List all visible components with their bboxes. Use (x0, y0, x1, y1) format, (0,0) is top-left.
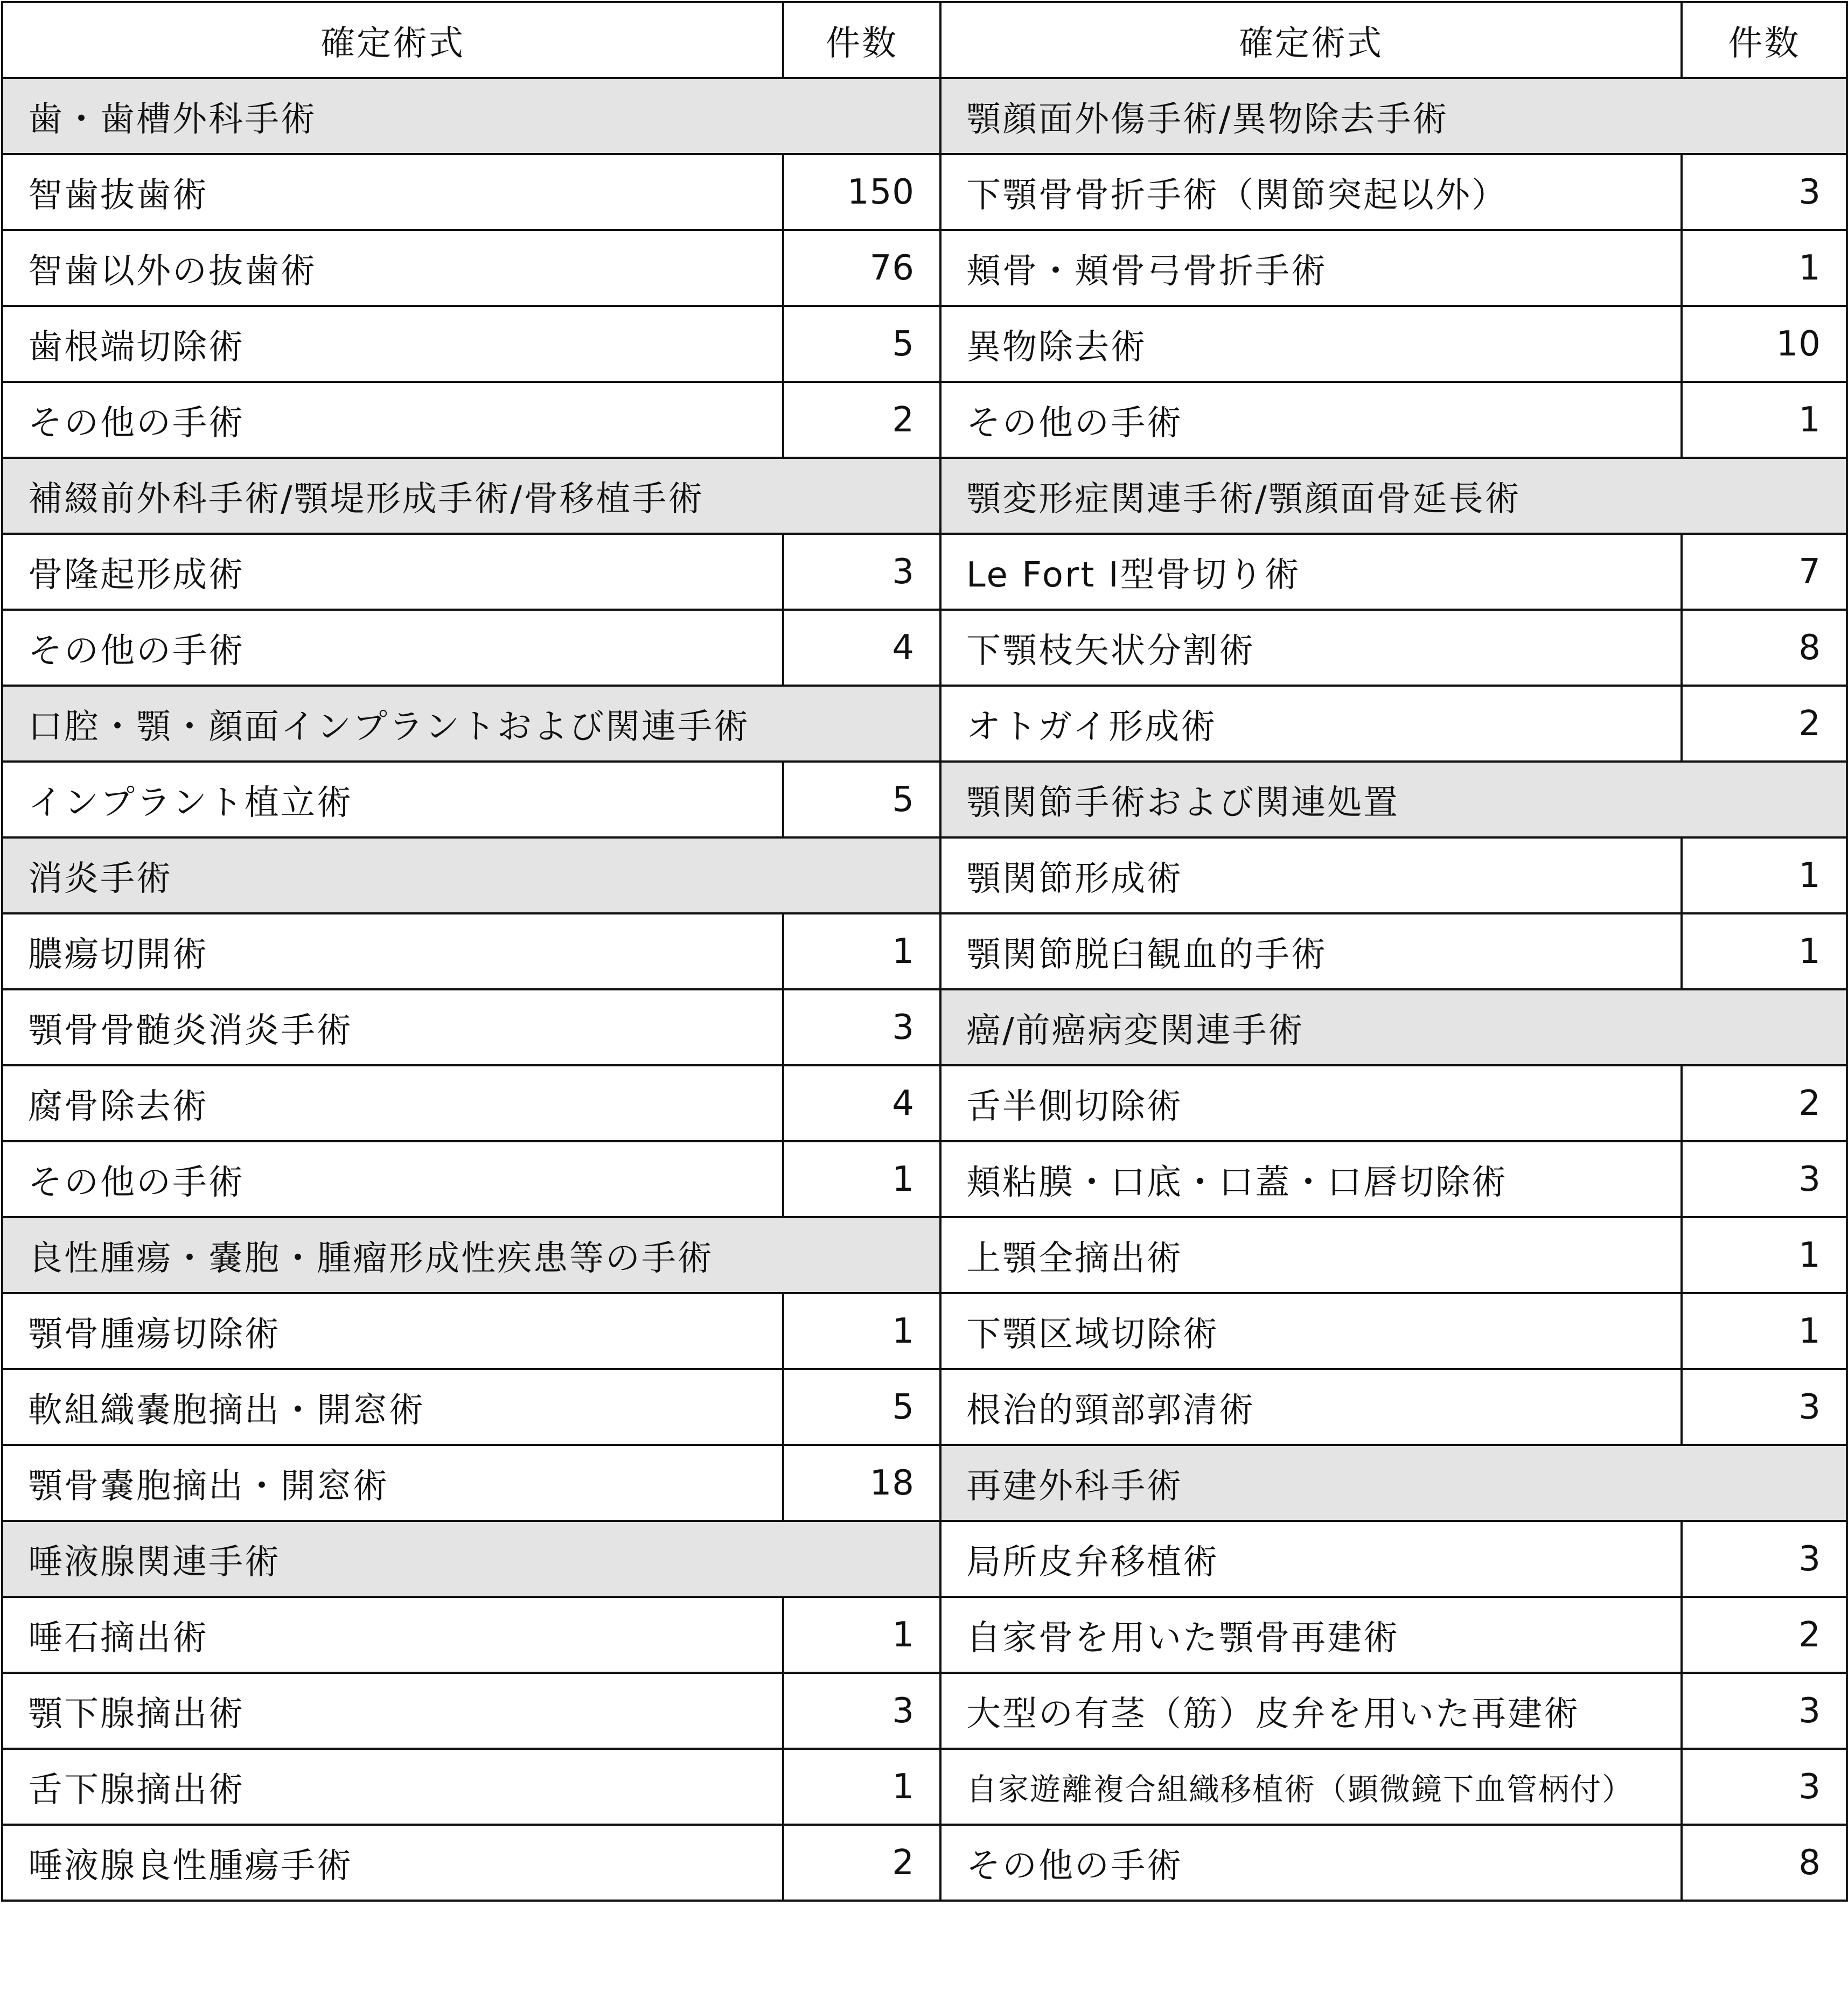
table-row (2, 1673, 940, 1749)
table-row (940, 837, 1847, 913)
table-row (2, 1369, 940, 1445)
procedure-count: 4 (783, 610, 940, 686)
procedure-name: 唾液腺良性腫瘍手術 (2, 1825, 783, 1901)
table-row (940, 913, 1847, 989)
procedure-count: 3 (1682, 1369, 1847, 1445)
category-label: 良性腫瘍・嚢胞・腫瘤形成性疾患等の手術 (2, 1217, 940, 1293)
procedure-count: 1 (1682, 837, 1847, 913)
category-row (940, 458, 1847, 534)
table-row (940, 534, 1847, 610)
category-label: 顎関節手術および関連処置 (940, 762, 1847, 837)
category-label: 顎顔面外傷手術/異物除去手術 (940, 78, 1847, 154)
count-column-header: 件数 (1682, 2, 1847, 78)
procedure-count: 1 (1682, 913, 1847, 989)
procedure-name: その他の手術 (940, 1825, 1682, 1901)
header-row (2, 2, 940, 78)
procedure-count: 1 (783, 1293, 940, 1369)
procedure-count: 1 (783, 1749, 940, 1825)
procedure-count: 8 (1682, 1825, 1847, 1901)
procedure-column-header: 確定術式 (940, 2, 1682, 78)
procedure-count: 2 (783, 382, 940, 458)
table-row (940, 1369, 1847, 1445)
left-procedure-table (1, 1, 942, 1902)
table-row (940, 1217, 1847, 1293)
category-row (940, 78, 1847, 154)
table-row (940, 154, 1847, 230)
procedure-name: Le Fort Ⅰ型骨切り術 (940, 534, 1682, 610)
table-row (940, 1597, 1847, 1673)
procedure-name: 智歯以外の抜歯術 (2, 230, 783, 306)
table-row (940, 306, 1847, 382)
table-row (2, 382, 940, 458)
procedure-count: 3 (783, 989, 940, 1065)
procedure-count: 1 (1682, 382, 1847, 458)
table-row (2, 989, 940, 1065)
header-row (940, 2, 1847, 78)
table-row (2, 534, 940, 610)
procedure-count: 10 (1682, 306, 1847, 382)
procedure-name: 腐骨除去術 (2, 1065, 783, 1141)
procedure-name: その他の手術 (2, 1141, 783, 1217)
table-row (2, 230, 940, 306)
procedure-count: 3 (783, 1673, 940, 1749)
procedure-count: 3 (1682, 1749, 1847, 1825)
procedure-name: 下顎枝矢状分割術 (940, 610, 1682, 686)
category-row (2, 1217, 940, 1293)
procedure-name: 頬粘膜・口底・口蓋・口唇切除術 (940, 1141, 1682, 1217)
table-row (940, 1293, 1847, 1369)
table-row (2, 1597, 940, 1673)
procedure-name: 骨隆起形成術 (2, 534, 783, 610)
category-label: 補綴前外科手術/顎堤形成手術/骨移植手術 (2, 458, 940, 534)
procedure-count: 1 (783, 1141, 940, 1217)
procedure-count: 1 (1682, 1293, 1847, 1369)
procedure-count: 4 (783, 1065, 940, 1141)
procedure-name: 唾石摘出術 (2, 1597, 783, 1673)
table-row (2, 1445, 940, 1521)
table-row (2, 610, 940, 686)
procedure-count: 3 (1682, 154, 1847, 230)
procedure-name: オトガイ形成術 (940, 686, 1682, 762)
procedure-name: 顎骨嚢胞摘出・開窓術 (2, 1445, 783, 1521)
procedure-name: その他の手術 (2, 610, 783, 686)
procedure-count: 1 (1682, 230, 1847, 306)
procedure-count: 5 (783, 762, 940, 837)
procedure-count: 2 (1682, 686, 1847, 762)
table-row (940, 382, 1847, 458)
right-procedure-table (939, 1, 1848, 1902)
table-row (2, 762, 940, 837)
category-label: 唾液腺関連手術 (2, 1521, 940, 1597)
procedure-count: 5 (783, 306, 940, 382)
procedure-count: 18 (783, 1445, 940, 1521)
table-row (2, 1141, 940, 1217)
procedure-name: 頬骨・頬骨弓骨折手術 (940, 230, 1682, 306)
procedure-count: 3 (1682, 1141, 1847, 1217)
procedure-name: 大型の有茎（筋）皮弁を用いた再建術 (940, 1673, 1682, 1749)
category-row (2, 458, 940, 534)
table-row (940, 1825, 1847, 1901)
table-row (940, 1521, 1847, 1597)
procedure-name: 顎関節形成術 (940, 837, 1682, 913)
table-row (940, 610, 1847, 686)
procedure-name: その他の手術 (2, 382, 783, 458)
count-column-header: 件数 (783, 2, 940, 78)
table-row (2, 1065, 940, 1141)
procedure-name: 局所皮弁移植術 (940, 1521, 1682, 1597)
procedure-name: 顎下腺摘出術 (2, 1673, 783, 1749)
table-row (940, 1749, 1847, 1825)
table-row (940, 1141, 1847, 1217)
procedure-count: 3 (1682, 1521, 1847, 1597)
category-label: 顎変形症関連手術/顎顔面骨延長術 (940, 458, 1847, 534)
table-row (2, 1293, 940, 1369)
procedure-name: 自家骨を用いた顎骨再建術 (940, 1597, 1682, 1673)
table-row (2, 1749, 940, 1825)
category-label: 癌/前癌病変関連手術 (940, 989, 1847, 1065)
category-row (2, 78, 940, 154)
table-row (940, 686, 1847, 762)
procedure-name: 軟組織嚢胞摘出・開窓術 (2, 1369, 783, 1445)
table-row (2, 154, 940, 230)
procedure-count: 3 (783, 534, 940, 610)
procedure-count: 1 (783, 1597, 940, 1673)
procedure-count: 2 (1682, 1065, 1847, 1141)
category-label: 消炎手術 (2, 837, 940, 913)
procedure-name: 智歯抜歯術 (2, 154, 783, 230)
category-label: 口腔・顎・顔面インプラントおよび関連手術 (2, 686, 940, 762)
table-row (2, 306, 940, 382)
table-row (2, 1825, 940, 1901)
procedure-name: 根治的頸部郭清術 (940, 1369, 1682, 1445)
category-row (940, 989, 1847, 1065)
procedure-name: 顎関節脱臼観血的手術 (940, 913, 1682, 989)
procedure-count: 2 (1682, 1597, 1847, 1673)
table-row (940, 1065, 1847, 1141)
procedure-name: 下顎骨骨折手術（関節突起以外） (940, 154, 1682, 230)
category-row (2, 837, 940, 913)
category-label: 再建外科手術 (940, 1445, 1847, 1521)
procedure-count: 3 (1682, 1673, 1847, 1749)
procedure-count: 2 (783, 1825, 940, 1901)
procedure-name: 舌下腺摘出術 (2, 1749, 783, 1825)
procedure-name: 顎骨骨髄炎消炎手術 (2, 989, 783, 1065)
table-row (940, 1673, 1847, 1749)
procedure-name: 舌半側切除術 (940, 1065, 1682, 1141)
category-row (2, 686, 940, 762)
category-label: 歯・歯槽外科手術 (2, 78, 940, 154)
procedure-name: 自家遊離複合組織移植術（顕微鏡下血管柄付） (940, 1749, 1682, 1825)
procedure-column-header: 確定術式 (2, 2, 783, 78)
procedure-count: 76 (783, 230, 940, 306)
table-row (940, 230, 1847, 306)
procedure-count: 150 (783, 154, 940, 230)
procedure-name: 異物除去術 (940, 306, 1682, 382)
procedure-count: 8 (1682, 610, 1847, 686)
procedure-name: 膿瘍切開術 (2, 913, 783, 989)
category-row (2, 1521, 940, 1597)
procedure-count: 1 (783, 913, 940, 989)
procedure-name: 上顎全摘出術 (940, 1217, 1682, 1293)
category-row (940, 1445, 1847, 1521)
procedure-name: インプラント植立術 (2, 762, 783, 837)
table-row (2, 913, 940, 989)
procedure-name: その他の手術 (940, 382, 1682, 458)
procedure-name: 下顎区域切除術 (940, 1293, 1682, 1369)
procedure-name: 顎骨腫瘍切除術 (2, 1293, 783, 1369)
procedure-name: 歯根端切除術 (2, 306, 783, 382)
procedure-count: 7 (1682, 534, 1847, 610)
procedure-count: 1 (1682, 1217, 1847, 1293)
category-row (940, 762, 1847, 837)
procedure-count: 5 (783, 1369, 940, 1445)
